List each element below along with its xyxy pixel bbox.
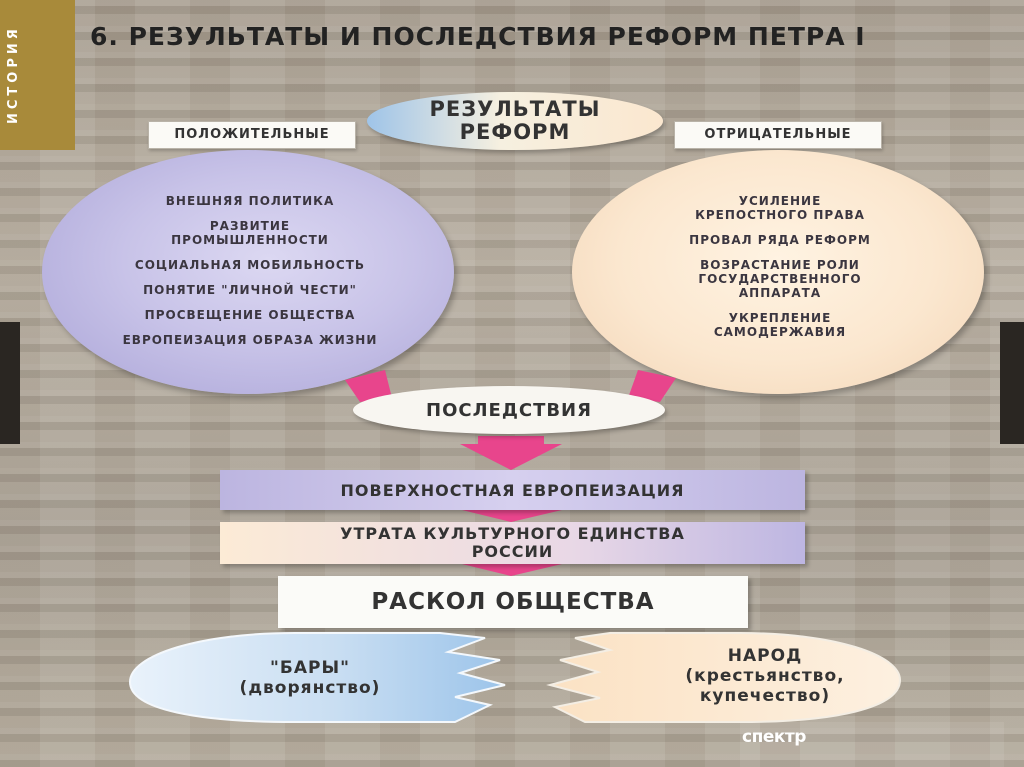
nobility-text <box>205 648 415 708</box>
people-title: НАРОД <box>727 646 803 666</box>
page-title: 6. РЕЗУЛЬТАТЫ И ПОСЛЕДСТВИЯ РЕФОРМ ПЕТРА I <box>90 22 866 51</box>
positive-tag: ПОЛОЖИТЕЛЬНЫЕ <box>148 121 356 149</box>
positive-item: РАЗВИТИЕ ПРОМЫШЛЕННОСТИ <box>171 219 329 247</box>
publisher-logo: спектр <box>742 727 806 747</box>
people-subtitle-2: купечество) <box>699 686 831 706</box>
box2-line1: УТРАТА КУЛЬТУРНОГО ЕДИНСТВА <box>340 524 685 543</box>
positive-item: ПРОСВЕЩЕНИЕ ОБЩЕСТВА <box>144 308 356 322</box>
nobility-subtitle: (дворянство) <box>239 678 381 698</box>
negative-item: ВОЗРАСТАНИЕ РОЛИ ГОСУДАРСТВЕННОГО АППАРАТА <box>698 258 862 300</box>
results-line1: РЕЗУЛЬТАТЫ <box>429 97 601 121</box>
people-text <box>640 638 890 714</box>
negative-item: УСИЛЕНИЕ КРЕПОСТНОГО ПРАВА <box>695 194 865 222</box>
negative-item: УКРЕПЛЕНИЕ САМОДЕРЖАВИЯ <box>713 311 847 339</box>
positive-item: ЕВРОПЕИЗАЦИЯ ОБРАЗА ЖИЗНИ <box>122 333 378 347</box>
people-subtitle-1: (крестьянство, <box>685 666 845 686</box>
results-line2: РЕФОРМ <box>459 120 571 144</box>
positive-item: ПОНЯТИЕ "ЛИЧНОЙ ЧЕСТИ" <box>143 283 357 297</box>
subject-label: ИСТОРИЯ <box>6 25 21 125</box>
box3-text: РАСКОЛ ОБЩЕСТВА <box>371 589 655 615</box>
negative-tag: ОТРИЦАТЕЛЬНЫЕ <box>674 121 882 149</box>
positive-item: СОЦИАЛЬНАЯ МОБИЛЬНОСТЬ <box>134 258 366 272</box>
nobility-title: "БАРЫ" <box>270 658 350 678</box>
positive-item: ВНЕШНЯЯ ПОЛИТИКА <box>165 194 335 208</box>
consequences-label: ПОСЛЕДСТВИЯ <box>426 399 592 421</box>
box2-line2: РОССИИ <box>471 542 554 561</box>
negative-item: ПРОВАЛ РЯДА РЕФОРМ <box>689 233 871 247</box>
box1-text: ПОВЕРХНОСТНАЯ ЕВРОПЕИЗАЦИЯ <box>340 480 685 500</box>
